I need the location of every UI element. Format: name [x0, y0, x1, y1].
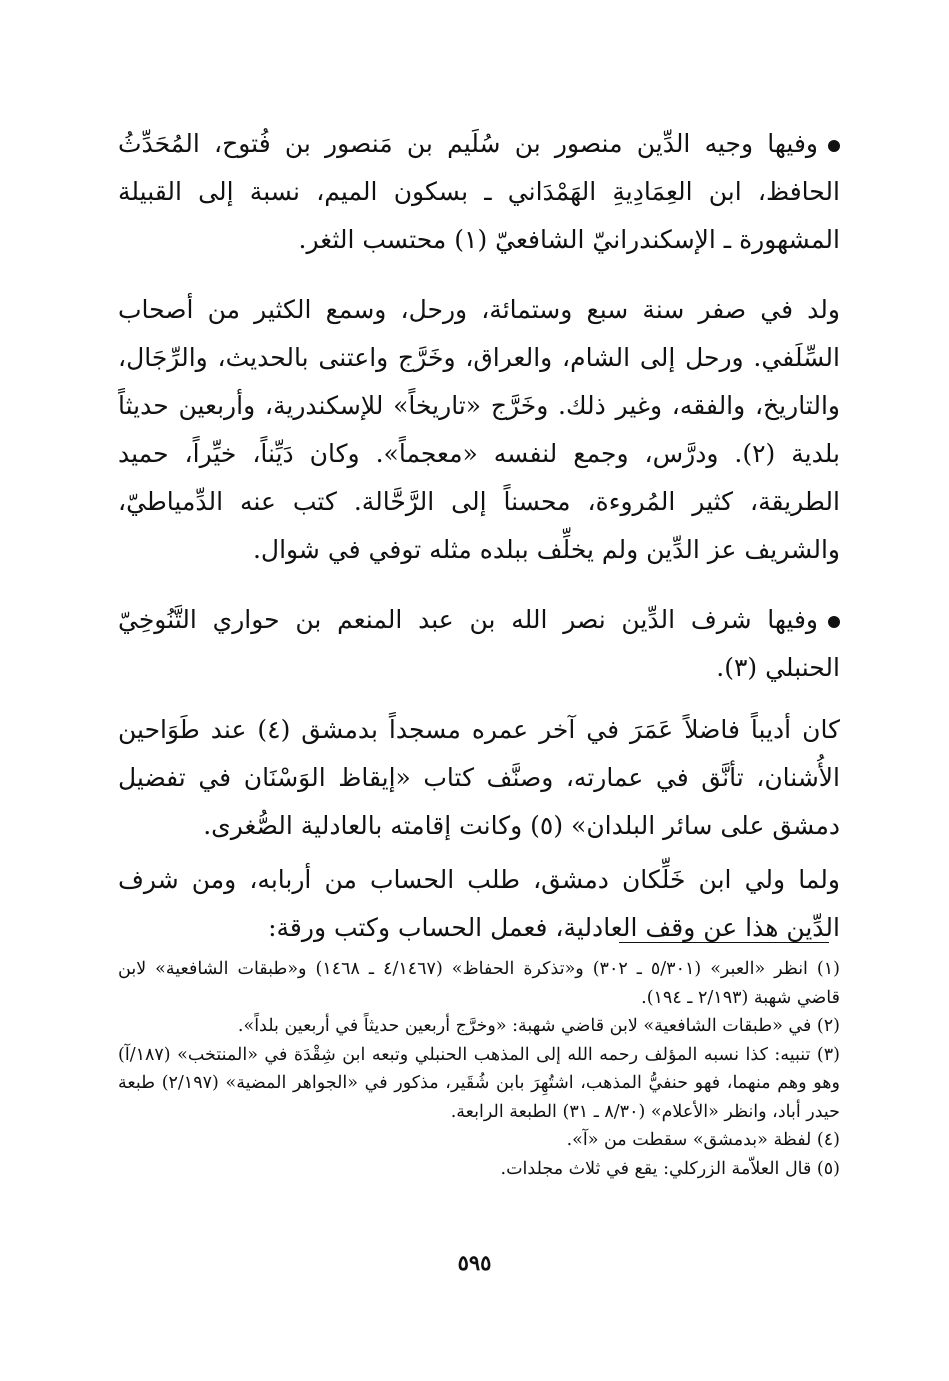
bullet-icon [828, 140, 840, 152]
footnote-divider [619, 942, 829, 943]
entry-mansur-text: وفيها وجيه الدِّين منصور بن سُلَيم بن مَنصور بن فُتوح، المُحَدِّثُ الحافظ، ابن العِمَادِيةِ الهَمْدَاني ـ بسكون الميم، نسبة إلى القبيلة المشهورة ـ الإسكندرانيّ الشافعيّ (١) محتسب الثغر. [118, 129, 840, 254]
entry-nasrallah-paragraph [118, 596, 840, 692]
footnote-3: (٣) تنبيه: كذا نسبه المؤلف رحمه الله إلى المذهب الحنبلي وتبعه ابن شِقْدَة في «المنتخب» (١٨٧/آ) وهو وهم منهما، فهو حنفيُّ المذهب، اشتُهِرَ بابن شُقَير، مذكور في «الجواهر المضية» (٢/١٩٧) طبعة حيدر أباد، وانظر «الأعلام» (٨/٣٠ ـ ٣١) الطبعة الرابعة. [118, 1044, 840, 1122]
footnotes [118, 955, 840, 1183]
footnote-2: (٢) في «طبقات الشافعية» لابن قاضي شهبة: «وخرَّج أربعين حديثاً في أربعين بلداً». [237, 1016, 840, 1036]
biography-nasrallah-paragraph: كان أديباً فاضلاً عَمَرَ في آخر عمره مسجداً بدمشق (٤) عند طَوَاحين الأُشنان، تأنَّق في عمارته، وصنَّف كتاب «إيقاظ الوَسْنَان في تفضيل دمشق على سائر البلدان» (٥) وكانت إقامته بالعادلية الصُّغرى. [118, 715, 840, 840]
ibn-khallikan-paragraph: ولما ولي ابن خَلِّكان دمشق، طلب الحساب من أربابه، ومن شرف الدِّين هذا عن وقف العادلية، فعمل الحساب وكتب ورقة: [118, 865, 840, 942]
biography-mansur-paragraph: ولد في صفر سنة سبع وستمائة، ورحل، وسمع الكثير من أصحاب السِّلَفي. ورحل إلى الشام، والعراق، وخَرَّج واعتنى بالحديث، والرِّجَال، والتاريخ، والفقه، وغير ذلك. وخَرَّج «تاريخاً» للإسكندرية، وأربعين حديثاً بلدية (٢). ودرَّس، وجمع لنفسه «معجماً». وكان دَيِّناً، خيِّراً، حميد الطريقة، كثير المُروءة، محسناً إلى الرَّحَّالة. كتب عنه الدِّمياطيّ، والشريف عز الدِّين ولم يخلِّف ببلده مثله توفي في شوال. [118, 295, 840, 564]
bullet-icon [828, 616, 840, 628]
main-text [118, 120, 840, 952]
entry-mansur-paragraph [118, 120, 840, 264]
footnote-4: (٤) لفظة «بدمشق» سقطت من «آ». [566, 1130, 840, 1150]
footnote-5: (٥) قال العلاّمة الزركلي: يقع في ثلاث مجلدات. [500, 1158, 840, 1179]
entry-nasrallah-text: وفيها شرف الدِّين نصر الله بن عبد المنعم بن حواري التَّنُوخِيّ الحنبلي (٣). [118, 605, 840, 682]
page-number: ٥٩٥ [457, 1250, 492, 1275]
footnote-1: (١) انظر «العبر» (٥/٣٠١ ـ ٣٠٢) و«تذكرة الحفاظ» (٤/١٤٦٧ ـ ١٤٦٨) و«طبقات الشافعية» لابن قاضي شهبة (٢/١٩٣ ـ ١٩٤). [118, 959, 840, 1008]
